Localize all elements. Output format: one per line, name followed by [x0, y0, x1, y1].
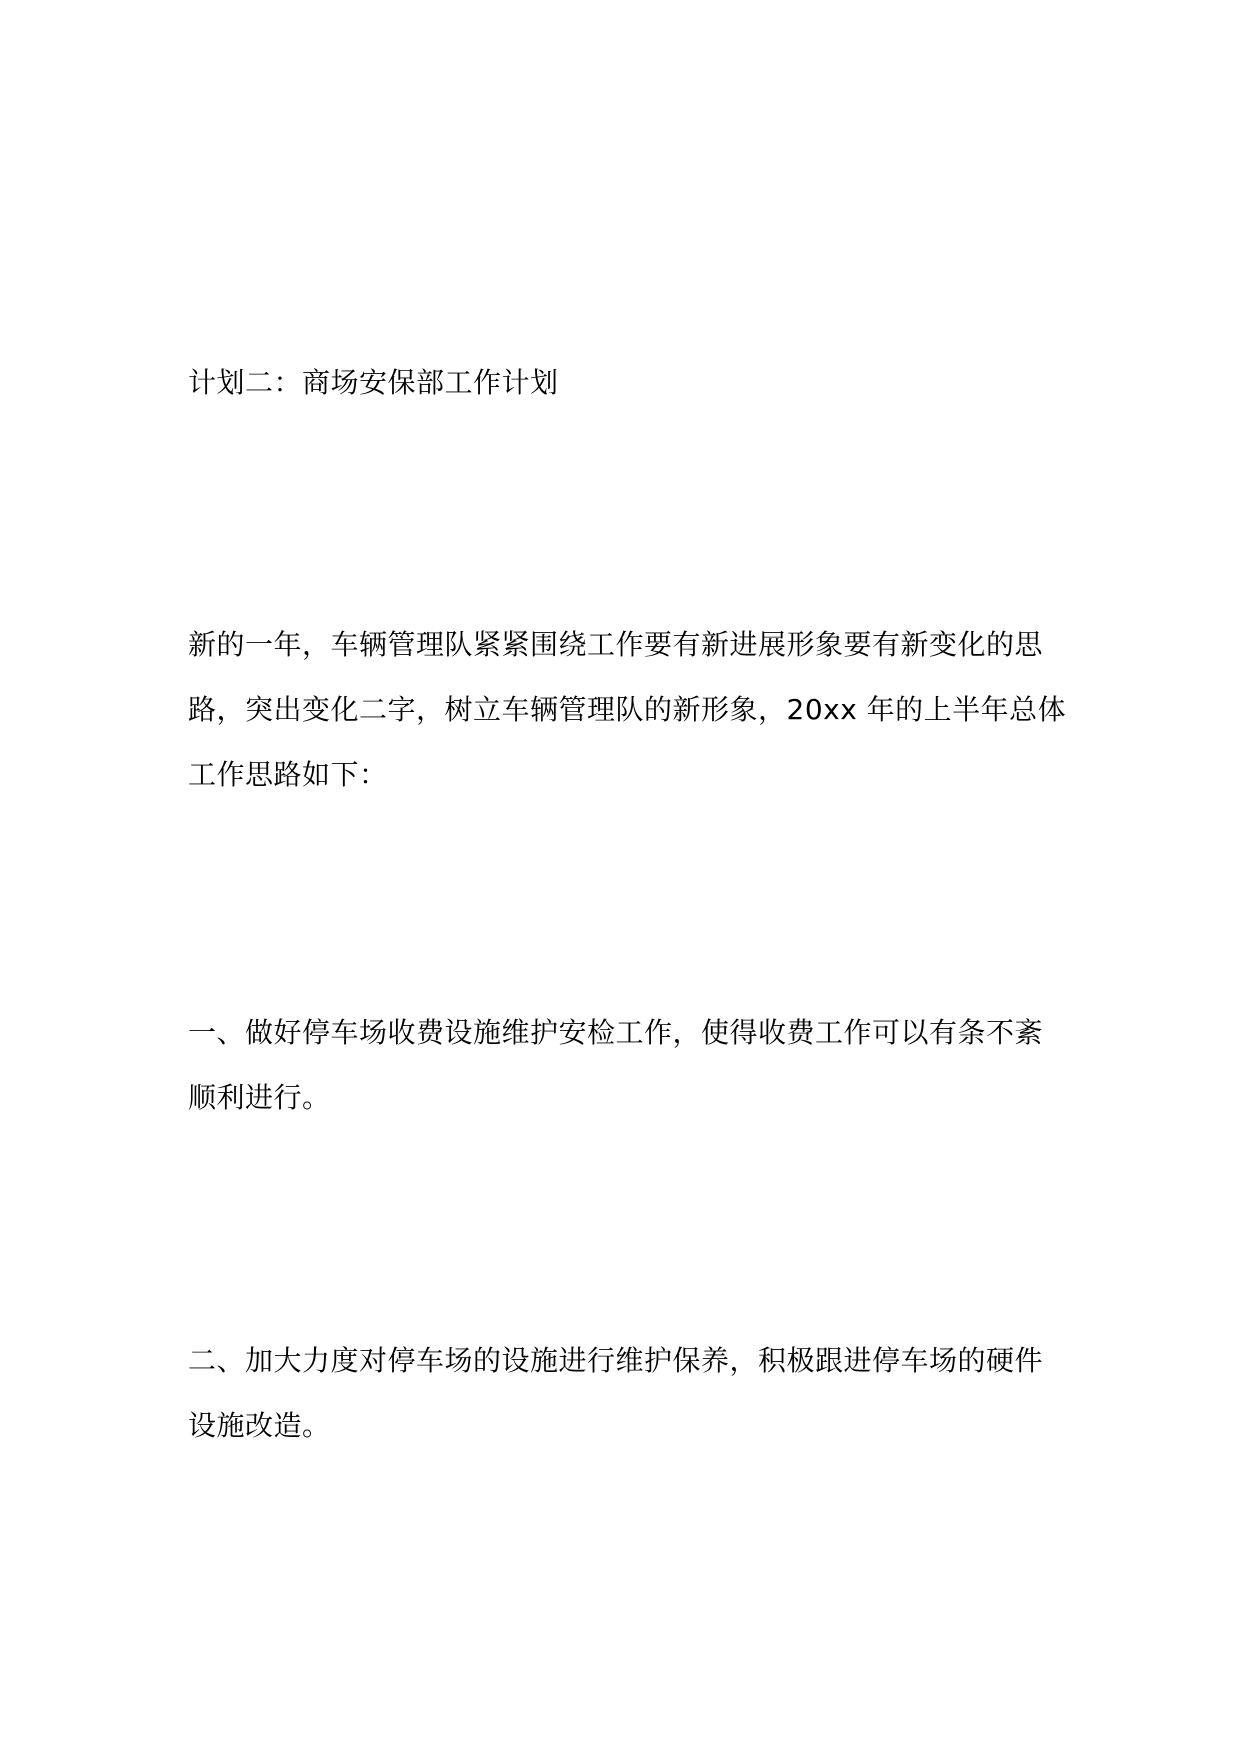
- intro-paragraph: 新的一年，车辆管理队紧紧围绕工作要有新进展形象要有新变化的思路，突出变化二字，树立车辆管理队的新形象，20xx 年的上半年总体工作思路如下：: [188, 628, 1067, 791]
- plan-item-1: 一、做好停车场收费设施维护安检工作，使得收费工作可以有条不紊顺利进行。: [188, 1016, 1044, 1114]
- plan-item-2: 二、加大力度对停车场的设施进行维护保养，积极跟进停车场的硬件设施改造。: [188, 1344, 1044, 1442]
- document-title: 计划二：商场安保部工作计划: [188, 366, 559, 399]
